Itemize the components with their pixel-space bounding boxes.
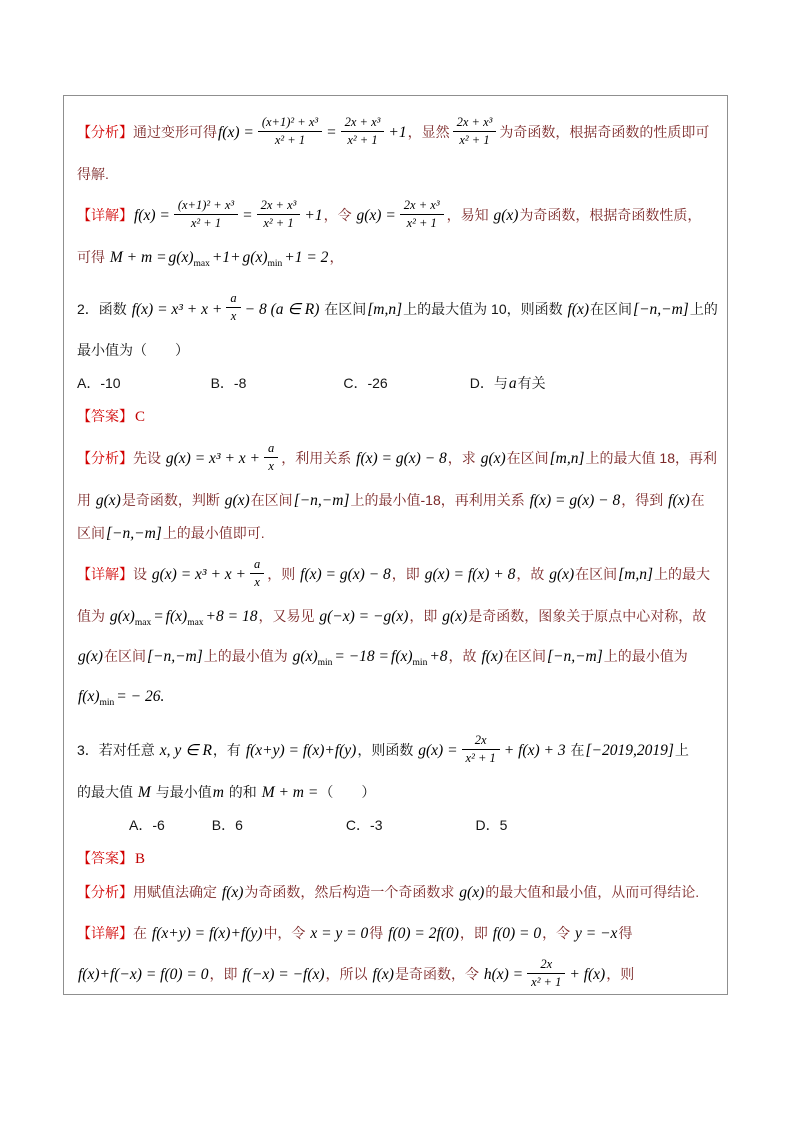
prose-text: ，即 bbox=[409, 608, 442, 625]
section-label: 【详解】 bbox=[77, 925, 133, 942]
math-text: f(x) bbox=[372, 966, 394, 984]
math-text: f(x)+f(−x) = f(0) = 0 bbox=[78, 966, 209, 984]
fraction-numerator: 2x + x³ bbox=[400, 198, 444, 215]
prose-text: 通过变形可得 bbox=[133, 124, 217, 140]
prose-text: 在区间 bbox=[103, 648, 146, 665]
math-text: x, y ∈ R bbox=[159, 742, 212, 760]
math-text: [−n,−m] bbox=[106, 525, 162, 543]
math-text: +1+ bbox=[211, 248, 241, 266]
question-text: （ ） bbox=[319, 784, 376, 801]
math-text: = bbox=[326, 124, 337, 141]
prose-text: ，利用关系 bbox=[281, 450, 356, 467]
prose-text: 的最大值和最小值，从而可得结论. bbox=[485, 884, 700, 901]
math-text: +8 = 18 bbox=[205, 608, 258, 626]
fraction-numerator: 2x + x³ bbox=[453, 115, 497, 132]
math-text: g(x) = x³ + x + bbox=[165, 450, 261, 468]
question-text: B．6 bbox=[211, 817, 243, 834]
prose-text: ，即 bbox=[391, 566, 424, 583]
fraction bbox=[258, 115, 322, 148]
math-text: f(x) = g(x) − 8 bbox=[529, 492, 621, 510]
math-text: f(x) bbox=[221, 884, 244, 902]
math-subscripted: $g(x)_{max}$ bbox=[109, 608, 152, 629]
fraction-denominator: x² + 1 bbox=[347, 132, 378, 147]
prose-text: 用 bbox=[77, 492, 95, 509]
math-text: = − 26. bbox=[116, 688, 165, 706]
prose-text: ，故 bbox=[516, 566, 549, 583]
prose-text: ， bbox=[329, 248, 344, 265]
math-text: f(x+y) = f(x)+f(y) bbox=[245, 742, 357, 760]
fraction-numerator: 2x bbox=[462, 733, 500, 750]
math-text: g(x) = f(x) + 8 bbox=[424, 566, 516, 584]
question-text: 有关 bbox=[517, 375, 546, 392]
question-text: 的和 bbox=[224, 784, 261, 801]
prose-text: 上的最大 bbox=[654, 566, 711, 583]
prose-text: 为奇函数，根据奇函数性质， bbox=[519, 206, 702, 223]
prose-text: 中，令 bbox=[263, 925, 310, 942]
fraction-denominator: x² + 1 bbox=[263, 215, 294, 230]
math-text: a bbox=[508, 375, 517, 393]
prose-text: 在 bbox=[690, 492, 705, 509]
document-page bbox=[63, 95, 728, 995]
fraction-numerator: 2x + x³ bbox=[257, 198, 301, 215]
analysis2-line2 bbox=[77, 484, 715, 517]
math-subscripted: $g(x)_{max}$ bbox=[168, 248, 210, 269]
section-label: 【分析】 bbox=[77, 124, 133, 140]
prose-text: ，则 bbox=[267, 566, 300, 583]
prose-text: 先设 bbox=[133, 450, 165, 467]
math-text: x = y = 0 bbox=[310, 925, 369, 943]
spacer bbox=[165, 829, 212, 830]
math-text: f(−x) = −f(x) bbox=[242, 966, 325, 984]
spacer bbox=[243, 829, 346, 830]
prose-text: 为奇函数，根据奇函数的性质即可 bbox=[499, 124, 710, 140]
question-text: 与最小值 bbox=[151, 784, 212, 801]
fraction-denominator: x² + 1 bbox=[406, 215, 437, 230]
math-text: f(x) = bbox=[218, 124, 254, 141]
math-text: +8 bbox=[429, 648, 448, 666]
math-text: − 8 (a ∈ R) bbox=[244, 300, 320, 318]
math-subscripted: $g(x)_{min}$ bbox=[242, 248, 283, 269]
question-text: 的最大值 bbox=[77, 784, 137, 801]
question2-answer bbox=[77, 400, 715, 434]
fraction bbox=[341, 115, 385, 148]
question-text: 在区间 bbox=[320, 300, 367, 317]
fraction-denominator: x² + 1 bbox=[274, 132, 306, 147]
math-text: +1 bbox=[304, 206, 323, 224]
prose-text: ，令 bbox=[323, 206, 356, 223]
fraction-denominator: x bbox=[268, 459, 274, 474]
prose-text: ，故 bbox=[448, 648, 481, 665]
math-text: [−n,−m] bbox=[146, 648, 203, 666]
prose-text: 在区间 bbox=[503, 648, 546, 665]
math-text: g(x) bbox=[480, 450, 506, 468]
math-text: f(x) = g(x) − 8 bbox=[356, 450, 447, 468]
math-text: g(x) bbox=[549, 566, 575, 584]
question3-stem-line1 bbox=[77, 726, 715, 776]
fraction bbox=[462, 733, 500, 766]
prose-text: 是奇函数，令 bbox=[394, 966, 483, 983]
math-text: g(x) bbox=[442, 608, 468, 626]
math-text: +1 bbox=[388, 124, 407, 141]
fraction bbox=[226, 291, 240, 324]
answer-letter: C bbox=[135, 409, 146, 426]
question-text: A．-6 bbox=[129, 817, 165, 834]
question-text: 上的 bbox=[689, 300, 718, 317]
question-text: 最小值为（ ） bbox=[77, 342, 189, 359]
prose-text: 在区间 bbox=[575, 566, 618, 583]
question-text: ，则函数 bbox=[357, 742, 418, 759]
fraction-denominator: x bbox=[254, 575, 260, 590]
question-text: 在 bbox=[566, 742, 585, 759]
question2-options bbox=[77, 367, 715, 400]
math-text: g(−x) = −g(x) bbox=[319, 608, 409, 626]
math-text: g(x) bbox=[78, 648, 103, 666]
prose-text: ，得到 bbox=[621, 492, 668, 509]
prose-text: ，令 bbox=[542, 925, 574, 942]
fraction bbox=[250, 557, 264, 590]
prose-text: 用赋值法确定 bbox=[133, 884, 221, 901]
analysis1-line2 bbox=[77, 158, 715, 191]
math-text: g(x) bbox=[493, 206, 519, 224]
prose-text: 得 bbox=[369, 925, 388, 942]
prose-text: 是奇函数，判断 bbox=[121, 492, 224, 509]
prose-text: 可得 bbox=[77, 248, 109, 265]
fraction-numerator: 2x bbox=[527, 957, 565, 974]
prose-text: ，所以 bbox=[325, 966, 372, 983]
prose-text: 上的最小值为 bbox=[603, 648, 688, 665]
math-text: f(x) bbox=[668, 492, 690, 510]
fraction-numerator: a bbox=[226, 291, 240, 308]
prose-text: ，则 bbox=[606, 966, 635, 983]
question-text: B．-8 bbox=[210, 375, 247, 392]
math-text: g(x) = bbox=[418, 742, 458, 760]
question-text: C．-26 bbox=[343, 375, 388, 392]
fraction-numerator: 2x + x³ bbox=[341, 115, 385, 132]
question-text: C．-3 bbox=[345, 817, 383, 834]
question-text: A．-10 bbox=[77, 375, 121, 392]
question-text: 上 bbox=[674, 742, 689, 759]
prose-text: 值为 bbox=[77, 608, 109, 625]
math-text: m bbox=[212, 784, 224, 802]
detail1-line2 bbox=[77, 241, 715, 281]
fraction bbox=[527, 957, 565, 990]
prose-text: ，求 bbox=[447, 450, 480, 467]
question3-options bbox=[77, 809, 715, 842]
prose-text: ，即 bbox=[209, 966, 242, 983]
analysis2-line1 bbox=[77, 434, 715, 484]
fraction-denominator: x bbox=[230, 309, 237, 324]
math-text: = −18 = bbox=[334, 648, 390, 666]
prose-text: ，易知 bbox=[446, 206, 493, 223]
math-text: f(0) = 2f(0) bbox=[388, 925, 459, 943]
fraction bbox=[257, 198, 301, 231]
spacer bbox=[246, 387, 343, 388]
math-subscripted: $f(x)_{min}$ bbox=[391, 648, 428, 669]
math-text: g(x) = bbox=[356, 206, 396, 224]
question3-stem-line2 bbox=[77, 776, 715, 809]
section-label: 【详解】 bbox=[77, 206, 133, 223]
analysis1-line1 bbox=[77, 108, 715, 158]
section-label: 【分析】 bbox=[77, 450, 133, 467]
question2-stem-line1 bbox=[77, 285, 718, 335]
analysis2-line3 bbox=[77, 517, 715, 550]
math-text: h(x) = bbox=[483, 966, 524, 984]
math-text: f(x) = bbox=[134, 206, 170, 224]
fraction bbox=[264, 441, 278, 474]
question-text: 2．函数 bbox=[77, 300, 131, 317]
math-text: g(x) bbox=[459, 884, 485, 902]
answer-letter: B bbox=[135, 851, 146, 868]
question-text: 在区间 bbox=[590, 300, 633, 317]
section-label: 【详解】 bbox=[77, 566, 133, 583]
math-text: f(x+y) = f(x)+f(y) bbox=[151, 925, 263, 943]
detail2-line3 bbox=[77, 640, 715, 680]
math-text: [m,n] bbox=[618, 566, 654, 584]
math-text: M + m = bbox=[261, 784, 319, 802]
prose-text: 上的最小值为 bbox=[203, 648, 292, 665]
math-text: [−n,−m] bbox=[633, 300, 689, 318]
math-text: f(x) bbox=[481, 648, 503, 666]
section-label: 【答案】 bbox=[77, 850, 133, 867]
question-text: D．与 bbox=[469, 375, 508, 392]
detail3-line1 bbox=[77, 917, 715, 950]
math-text: [−n,−m] bbox=[546, 648, 603, 666]
question-text: ，有 bbox=[212, 742, 245, 759]
math-text: g(x) = x³ + x + bbox=[151, 566, 247, 584]
fraction bbox=[453, 115, 497, 148]
math-text: = bbox=[242, 206, 253, 224]
analysis3-line1 bbox=[77, 876, 715, 909]
math-text: + f(x) + 3 bbox=[503, 742, 566, 760]
math-subscripted: $f(x)_{min}$ bbox=[78, 688, 115, 709]
prose-text: 设 bbox=[133, 566, 151, 583]
math-text: [−n,−m] bbox=[293, 492, 350, 510]
prose-text: 在 bbox=[133, 925, 151, 942]
question-text: 上的最大值为 10，则函数 bbox=[403, 300, 567, 317]
detail3-line2 bbox=[77, 950, 715, 995]
question2-stem-line2 bbox=[77, 334, 715, 367]
fraction-numerator: a bbox=[250, 557, 264, 574]
fraction bbox=[400, 198, 444, 231]
prose-text: 在区间 bbox=[250, 492, 293, 509]
fraction-denominator: x² + 1 bbox=[459, 132, 490, 147]
math-text: f(0) = 0 bbox=[492, 925, 542, 943]
math-text: M bbox=[137, 784, 151, 802]
math-text: = bbox=[153, 608, 164, 626]
math-text: +1 = 2 bbox=[284, 248, 329, 266]
math-text: [−2019,2019] bbox=[585, 742, 674, 760]
fraction-denominator: x² + 1 bbox=[531, 974, 562, 989]
spacer bbox=[382, 829, 475, 830]
spacer bbox=[121, 387, 211, 388]
math-text: [m,n] bbox=[367, 300, 403, 318]
detail2-line4 bbox=[77, 680, 715, 720]
detail2-line1 bbox=[77, 550, 715, 600]
detail2-line2 bbox=[77, 600, 715, 640]
prose-text: 在区间 bbox=[506, 450, 549, 467]
spacer bbox=[388, 387, 470, 388]
math-text: M + m = bbox=[109, 248, 167, 266]
math-text: + f(x) bbox=[569, 966, 606, 984]
fraction-numerator: (x+1)² + x³ bbox=[258, 115, 322, 132]
fraction-numerator: a bbox=[264, 441, 278, 458]
question-text: 3．若对任意 bbox=[77, 742, 159, 759]
section-label: 【分析】 bbox=[77, 884, 133, 901]
math-text: [m,n] bbox=[549, 450, 585, 468]
math-text: f(x) = x³ + x + bbox=[131, 300, 223, 318]
math-text: y = −x bbox=[575, 925, 618, 943]
math-text: g(x) bbox=[95, 492, 121, 510]
fraction-denominator: x² + 1 bbox=[190, 215, 222, 230]
math-subscripted: $g(x)_{min}$ bbox=[292, 648, 333, 669]
prose-text: ，又易见 bbox=[258, 608, 319, 625]
prose-text: 区间 bbox=[77, 525, 105, 542]
question3-answer bbox=[77, 842, 715, 876]
prose-text: 是奇函数，图象关于原点中心对称，故 bbox=[468, 608, 707, 625]
prose-text: 得 bbox=[618, 925, 633, 942]
math-text: g(x) bbox=[224, 492, 250, 510]
prose-text: ，显然 bbox=[407, 124, 450, 140]
prose-text: 为奇函数，然后构造一个奇函数求 bbox=[244, 884, 459, 901]
math-text: f(x) = g(x) − 8 bbox=[300, 566, 391, 584]
prose-text: ，即 bbox=[459, 925, 492, 942]
fraction-denominator: x² + 1 bbox=[465, 751, 496, 766]
prose-text: 得解. bbox=[77, 165, 109, 182]
fraction-numerator: (x+1)² + x³ bbox=[174, 198, 238, 215]
fraction bbox=[174, 198, 238, 231]
detail1-line1 bbox=[77, 191, 715, 241]
section-label: 【答案】 bbox=[77, 408, 133, 425]
prose-text: 上的最大值 18，再利 bbox=[585, 450, 717, 467]
math-subscripted: $f(x)_{max}$ bbox=[165, 608, 204, 629]
prose-text: 上的最小值即可. bbox=[162, 525, 265, 542]
math-text: f(x) bbox=[567, 300, 590, 318]
question-text: D．5 bbox=[475, 817, 508, 834]
prose-text: 上的最小值-18，再利用关系 bbox=[350, 492, 529, 509]
spacer bbox=[77, 829, 129, 830]
